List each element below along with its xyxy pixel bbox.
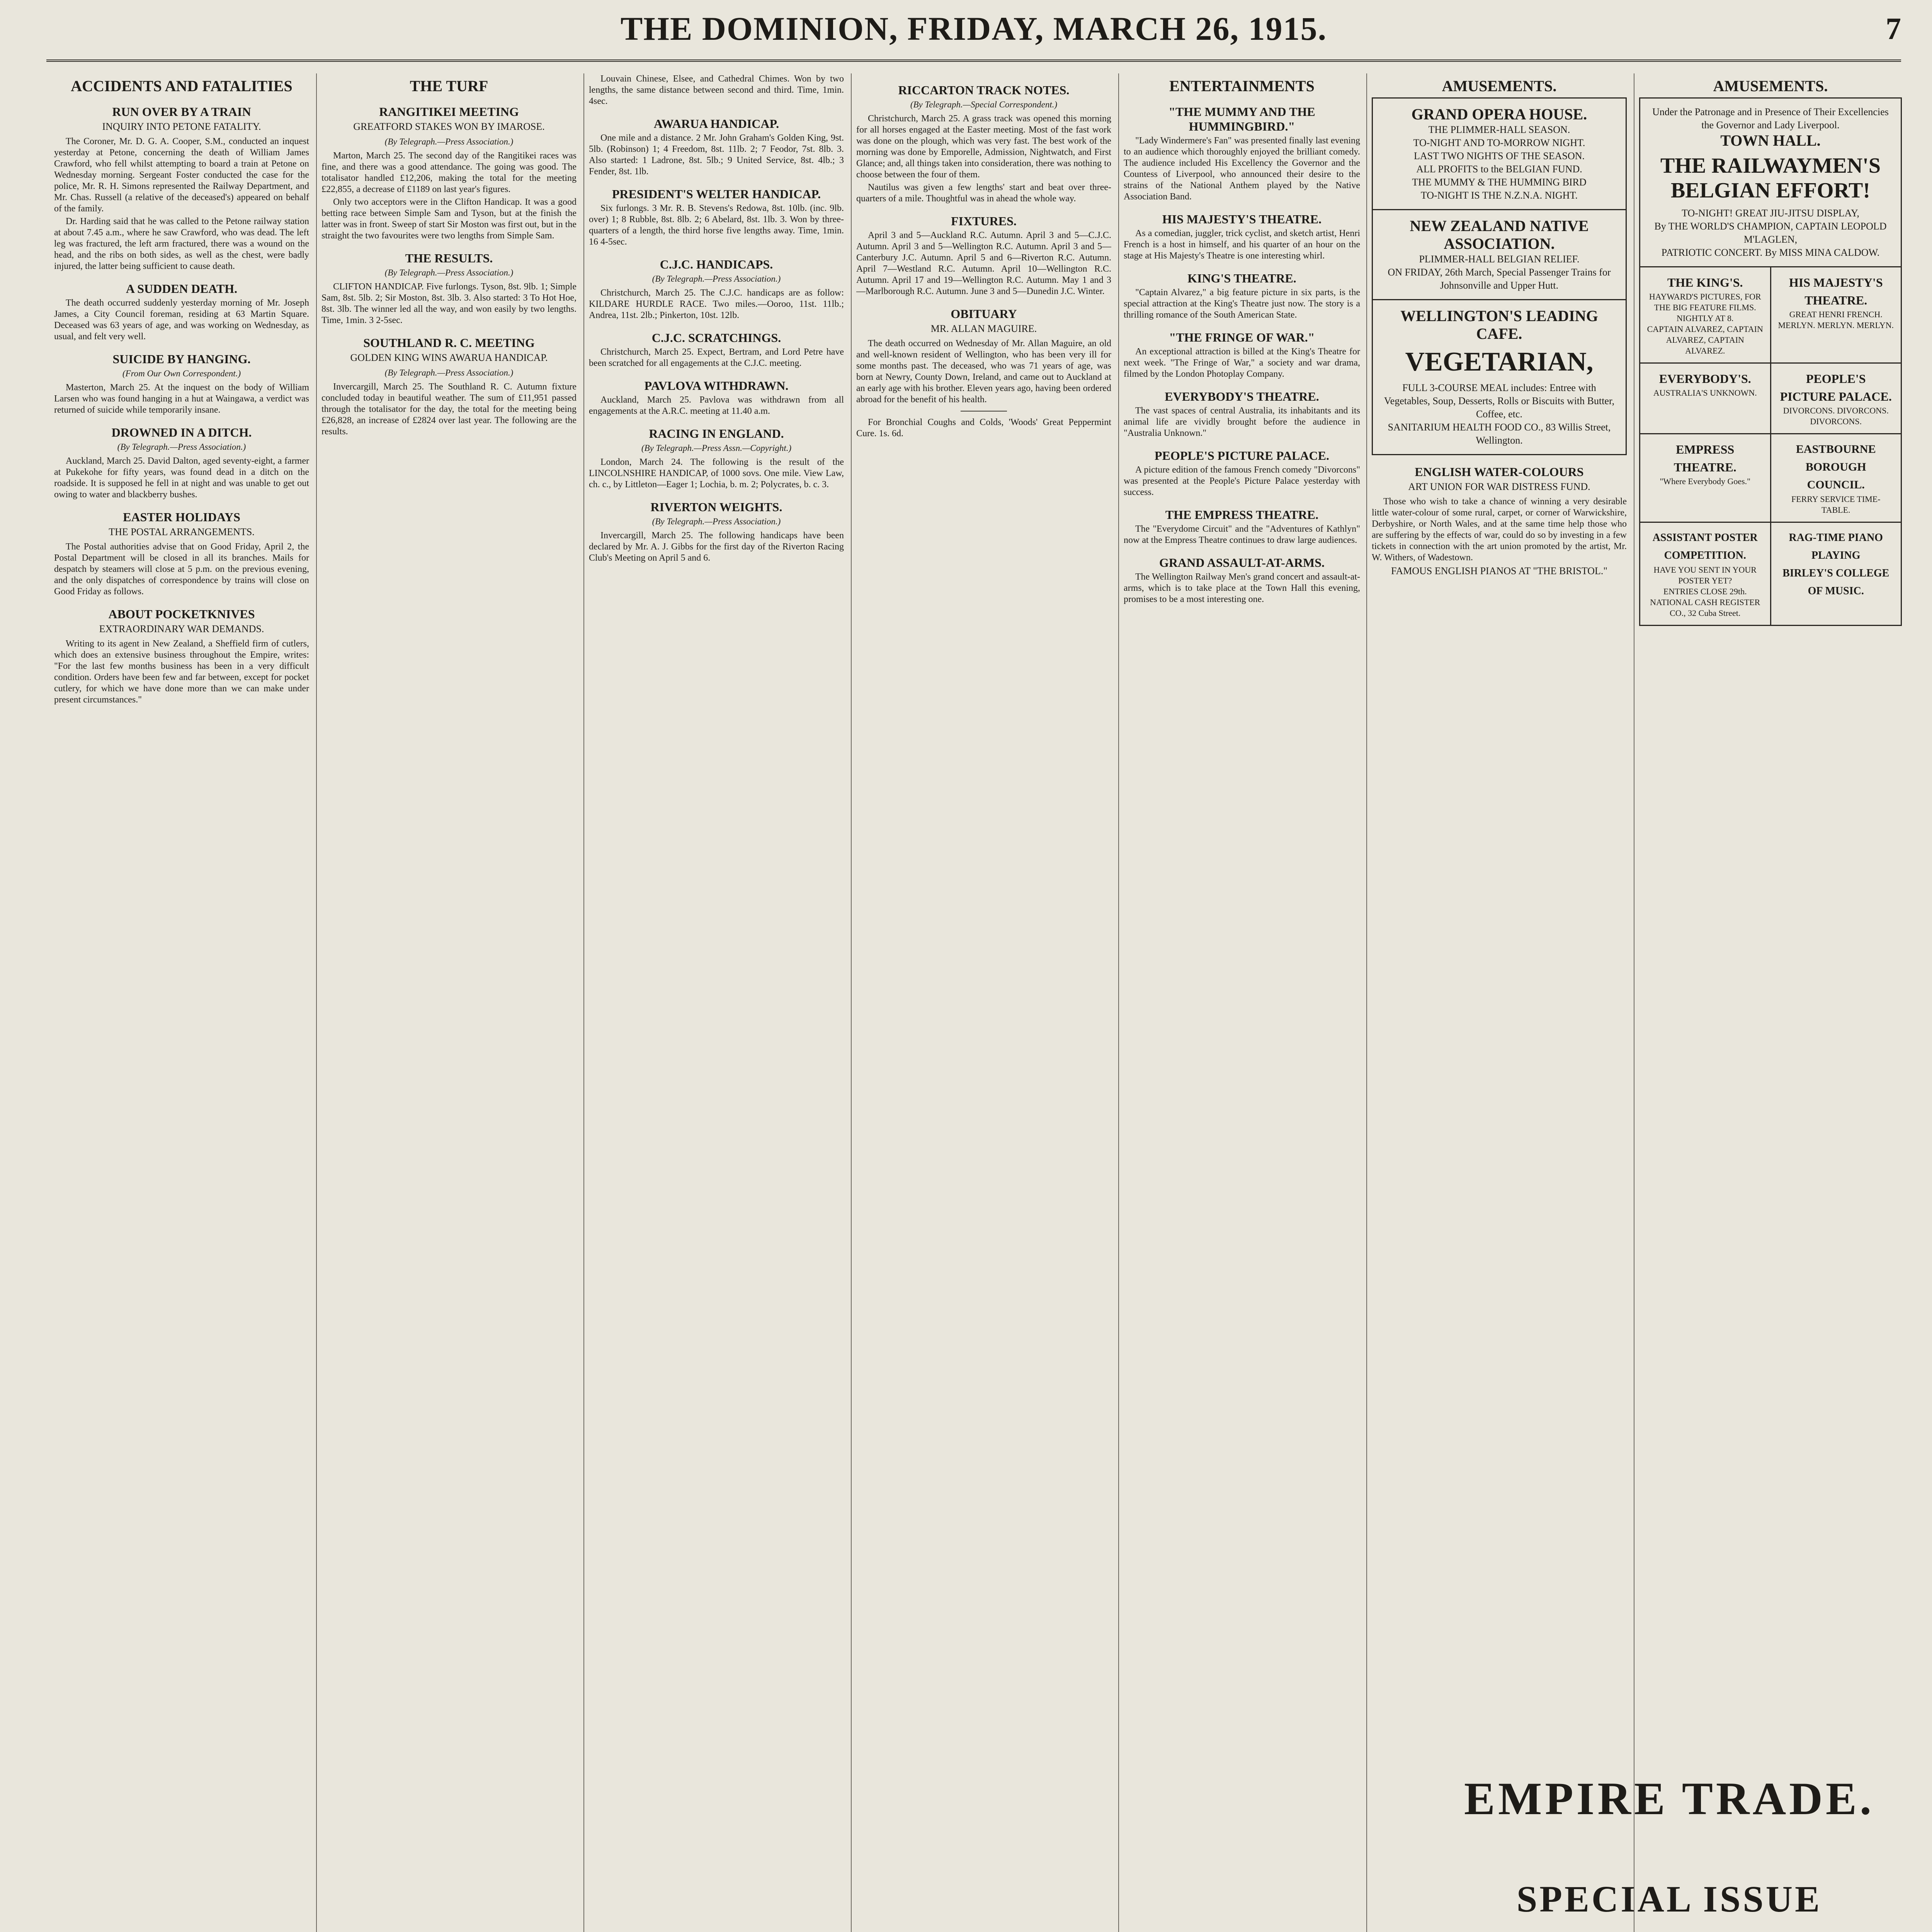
story-heading: HIS MAJESTY'S THEATRE.: [1162, 212, 1322, 226]
story-paragraph: Louvain Chinese, Elsee, and Cathedral Chimes. Won by two lengths, the same distance between second and third. Time, 1min. 4sec.: [589, 74, 844, 106]
story-paragraph: London, March 24. The following is the result of the LINCOLNSHIRE HANDICAP, of 1000 sovs. One mile. View Law, ch. c., by Littleton—Eager 1; Lochia, b. m. 2; Polycrates, b. c. 3.: [589, 457, 844, 490]
story-heading: RUN OVER BY A TRAIN: [112, 105, 251, 119]
masthead: [46, 9, 1901, 62]
column-rule: [583, 73, 584, 1932]
story-paragraph: Auckland, March 25. David Dalton, aged seventy-eight, a farmer at Pukekohe for fifty years, was found dead in a ditch on the roadside. It is supposed he fell in at night and was unable to get out owing to water and blackberry bushes.: [54, 456, 309, 500]
special-issue-ad: [1437, 1770, 1901, 1932]
story-heading: FIXTURES.: [951, 214, 1017, 228]
ad-line: TO-NIGHT! GREAT JIU-JITSU DISPLAY,: [1682, 207, 1859, 219]
column-rule: [1366, 73, 1367, 1932]
story-paragraph: Marton, March 25. The second day of the Rangitikei races was fine, and there was a good attendance. The going was good. The totalisator handled £12,206, making the total for the meeting £22,855, a decrease of £1189 on last year's figures.: [321, 151, 577, 194]
column-turf: [321, 73, 577, 1932]
ad-row-misc: [1639, 434, 1902, 523]
story-paragraph: Those who wish to take a chance of winning a very desirable little water-colour of some rural, carpet, or corner of Warwickshire, Derbyshire, or North Wales, and at the same time help those who are suffering by the effects of war, could do so by investing in a few tickets in connection with the art union promoted by the artist, Mr. W. Withers, of Wadestown.: [1372, 497, 1627, 563]
ad-native-association: [1372, 210, 1627, 300]
story-paragraph: The death occurred suddenly yesterday morning of Mr. Joseph James, a City Council foreman, residing at 63 Martin Square. Deceased was 63 years of age, and was working on Wednesday, as usual, and felt very well.: [54, 298, 309, 342]
ad-line: NATIONAL CASH REGISTER CO., 32 Cuba Street.: [1650, 597, 1760, 618]
ad-line: HAYWARD'S PICTURES, FOR THE BIG FEATURE FILMS. NIGHTLY AT 8.: [1649, 292, 1761, 323]
ad-line: By THE WORLD'S CHAMPION, CAPTAIN LEOPOLD M'LAGLEN,: [1654, 221, 1887, 245]
story-heading: A SUDDEN DEATH.: [126, 282, 238, 296]
story-heading: ABOUT POCKETKNIVES: [108, 607, 255, 621]
story-subheading: FAMOUS ENGLISH PIANOS AT "THE BRISTOL.": [1391, 565, 1608, 577]
story-heading: "THE MUMMY AND THE HUMMINGBIRD.": [1168, 105, 1315, 133]
ad-peoples-palace: [1770, 364, 1901, 433]
story-paragraph: Christchurch, March 25. Expect, Bertram, and Lord Petre have been scratched for all engagements at the C.J.C. meeting.: [589, 347, 844, 368]
ad-line: FERRY SERVICE TIME-TABLE.: [1791, 494, 1881, 515]
story-paragraph: The Coroner, Mr. D. G. A. Cooper, S.M., conducted an inquest yesterday at Petone, concerning the death of William James Crawford, who fell whilst attempting to board a train at Petone on Wednesday morning. Sergeant Foster conducted the case for the police, Mr. R. H. Simons represented the Railway Department, and Mr. Chas. Russell (a relative of the deceased's) appeared on behalf of the family.: [54, 136, 309, 214]
story-subheading: INQUIRY INTO PETONE FATALITY.: [102, 121, 261, 132]
ad-row-pictures: [1639, 364, 1902, 434]
story-byline: (By Telegraph.—Special Correspondent.): [910, 100, 1058, 109]
column-track-notes: [856, 73, 1111, 1932]
story-paragraph: "Lady Windermere's Fan" was presented finally last evening to an audience which thoroughly enjoyed the brilliant comedy. The audience included His Excellency the Governor and the Countess of Liverpool, who announced their desire to the strains of the National Anthem played by the Native Association Band.: [1124, 136, 1360, 202]
story-byline: (By Telegraph.—Press Association.): [117, 442, 246, 452]
divider: [961, 411, 1007, 412]
section-heading: AMUSEMENTS.: [1442, 77, 1557, 95]
ad-title: HIS MAJESTY'S THEATRE.: [1789, 276, 1883, 307]
ad-line: PATRIOTIC CONCERT. By MISS MINA CALDOW.: [1661, 247, 1880, 258]
newspaper-title: THE DOMINION, FRIDAY, MARCH 26, 1915.: [620, 10, 1327, 47]
story-subheading: GOLDEN KING WINS AWARUA HANDICAP.: [350, 352, 548, 363]
story-heading: THE EMPRESS THEATRE.: [1165, 508, 1319, 522]
ad-his-majestys: [1770, 267, 1901, 362]
story-heading: PEOPLE'S PICTURE PALACE.: [1155, 449, 1329, 463]
ad-patronage: Under the Patronage and in Presence of Their Excellencies the Governor and Lady Liverpool.: [1652, 106, 1889, 131]
story-heading: AWARUA HANDICAP.: [653, 117, 779, 131]
ad-title: EASTBOURNE BOROUGH COUNCIL.: [1796, 443, 1876, 491]
ad-title: TOWN HALL.: [1720, 132, 1821, 149]
column-entertainments: [1124, 73, 1360, 1932]
column-rule: [1118, 73, 1119, 1932]
story-paragraph: "Captain Alvarez," a big feature picture in six parts, is the special attraction at the King's Theatre just now. The story is a thrilling romance of the South American State.: [1124, 287, 1360, 320]
story-paragraph: For Bronchial Coughs and Colds, 'Woods' Great Peppermint Cure. 1s. 6d.: [856, 417, 1111, 439]
story-paragraph: Only two acceptors were in the Clifton Handicap. It was a good betting race between Simple Sam and Tyson, but at the finish the latter was in front. Sweep of start Sir Moston was first out, but in the straight the two favourites were two lengths from Simple Sam.: [321, 197, 577, 241]
story-heading: RIVERTON WEIGHTS.: [650, 500, 782, 514]
ad-line: TO-NIGHT AND TO-MORROW NIGHT.: [1413, 137, 1585, 148]
ad-ragtime: [1770, 523, 1901, 625]
ad-line: THE PLIMMER-HALL SEASON.: [1428, 124, 1570, 135]
story-heading: DROWNED IN A DITCH.: [111, 425, 252, 439]
story-subheading: GREATFORD STAKES WON BY IMAROSE.: [353, 121, 545, 132]
story-paragraph: Masterton, March 25. At the inquest on the body of William Larsen who was found hanging in a hut at Waingawa, a verdict was returned of suicide while temporarily insane.: [54, 383, 309, 415]
story-paragraph: The death occurred on Wednesday of Mr. Allan Maguire, an old and well-known resident of Wellington, who has been very ill for some months past. The deceased, who was 71 years of age, was born at Newry, County Down, Ireland, and came out to Auckland at an early age with his brother. Eleven years ago, having been ordered abroad for the benefit of his health.: [856, 338, 1111, 405]
story-subheading: EXTRAORDINARY WAR DEMANDS.: [99, 623, 264, 634]
story-paragraph: Nautilus was given a few lengths' start and beat over three-quarters of a mile. Thoughtful was in ahead the whole way.: [856, 182, 1111, 204]
story-byline: (By Telegraph.—Press Association.): [384, 368, 514, 378]
story-byline: (By Telegraph.—Press Assn.—Copyright.): [641, 443, 792, 453]
story-paragraph: The Wellington Railway Men's grand concert and assault-at-arms, which is to take place at the Town Hall this evening, promises to be a most interesting one.: [1124, 572, 1360, 604]
special-title: EMPIRE TRADE.: [1464, 1773, 1874, 1824]
ad-line: PLIMMER-HALL BELGIAN RELIEF.: [1419, 253, 1580, 265]
story-paragraph: Writing to its agent in New Zealand, a Sheffield firm of cutlers, which does an extensive business throughout the Empire, writes: "For the last few months business has been in a very difficult condition. Orders have been few and far between, except for pocket cutlery, for which we have done more than we can make under present circumstances.": [54, 639, 309, 705]
story-paragraph: A picture edition of the famous French comedy "Divorcons" was presented at the People's Picture Palace yesterday with success.: [1124, 465, 1360, 497]
ad-title: EVERYBODY'S.: [1659, 372, 1751, 386]
story-paragraph: Christchurch, March 25. The C.J.C. handicaps are as follow: KILDARE HURDLE RACE. Two miles.—Ooroo, 11st. 11lb.; Andrea, 11st. 2lb.; Pinkerton, 10st. 12lb.: [589, 288, 844, 320]
story-byline: (By Telegraph.—Press Association.): [652, 517, 781, 526]
story-byline: (From Our Own Correspondent.): [122, 369, 241, 378]
story-subheading: ART UNION FOR WAR DISTRESS FUND.: [1408, 481, 1590, 492]
ad-line: HAVE YOU SENT IN YOUR POSTER YET?: [1653, 565, 1757, 585]
ad-opera-house: [1372, 97, 1627, 210]
column-rule: [851, 73, 852, 1932]
ad-everybodys: [1640, 364, 1770, 433]
ad-title: EMPRESS THEATRE.: [1673, 442, 1736, 474]
story-heading: RICCARTON TRACK NOTES.: [898, 83, 1070, 97]
ad-line: ON FRIDAY, 26th March, Special Passenger Trains for Johnsonville and Upper Hutt.: [1388, 267, 1611, 291]
story-heading: RANGITIKEI MEETING: [379, 105, 519, 119]
story-heading: RACING IN ENGLAND.: [649, 427, 784, 440]
column-rule: [316, 73, 317, 1932]
story-heading: EASTER HOLIDAYS: [123, 510, 240, 524]
ad-poster-competition: [1640, 523, 1770, 625]
ad-line: ENTRIES CLOSE 29th.: [1663, 587, 1747, 596]
column-accidents: [54, 73, 309, 1932]
special-subtitle: SPECIAL ISSUE: [1516, 1878, 1822, 1920]
story-heading: SUICIDE BY HANGING.: [112, 352, 251, 366]
story-paragraph: An exceptional attraction is billed at the King's Theatre for next week. "The Fringe of War," a society and war drama, filmed by the London Photoplay Company.: [1124, 347, 1360, 379]
ad-row-music: [1639, 523, 1902, 626]
ad-title: GRAND OPERA HOUSE.: [1411, 105, 1587, 123]
story-subheading: MR. ALLAN MAGUIRE.: [930, 323, 1037, 334]
ad-town-hall: [1639, 97, 1902, 267]
ad-row-theatres: [1639, 267, 1902, 364]
story-paragraph: Auckland, March 25. Pavlova was withdrawn from all engagements at the A.R.C. meeting at 11.40 a.m.: [589, 395, 844, 416]
column-amusements-right: [1639, 73, 1902, 1754]
ad-eastbourne: [1770, 434, 1901, 522]
ad-title: BIRLEY'S COLLEGE OF MUSIC.: [1782, 567, 1889, 597]
section-heading: AMUSEMENTS.: [1713, 77, 1828, 95]
ad-title: ASSISTANT POSTER COMPETITION.: [1652, 532, 1758, 561]
ad-vegetarian-cafe: [1372, 300, 1627, 455]
story-byline: (By Telegraph.—Press Association.): [652, 274, 781, 284]
story-byline: (By Telegraph.—Press Association.): [384, 137, 514, 146]
story-heading: ENGLISH WATER-COLOURS: [1415, 465, 1584, 479]
story-paragraph: As a comedian, juggler, trick cyclist, and sketch artist, Henri French is a host in himself, and his quarter of an hour on the stage at His Majesty's Theatre is one interesting whirl.: [1124, 228, 1360, 261]
ad-title: PEOPLE'S PICTURE PALACE.: [1780, 372, 1892, 403]
story-paragraph: Six furlongs. 3 Mr. R. B. Stevens's Redowa, 8st. 10lb. (inc. 9lb. over) 1; 8 Rubble, 8st. 8lb. 2; 6 Abelard, 8st. 1lb. 3. Won by three-quarters of a length, the third horse five lengths away. Time, 1min. 16 4-5sec.: [589, 203, 844, 247]
ad-empress: [1640, 434, 1770, 522]
story-paragraph: April 3 and 5—Auckland R.C. Autumn. April 3 and 5—C.J.C. Autumn. April 3 and 5—Wellington R.C. Autumn. April 3 and 5—Canterbury J.C. Autumn. April 5 and 6—Riverton R.C. Autumn. April 7—Westland R.C. Autumn. April 10—Wellington R.C. Autumn. April 17 and 19—Wellington R.C. Autumn. May 1 and 3—Marlborough R.C. Autumn. June 3 and 5—Dunedin J.C. Winter.: [856, 230, 1111, 296]
story-paragraph: Christchurch, March 25. A grass track was opened this morning for all horses engaged at the Easter meeting. Most of the fast work was done on the plough, which was very fast. The best work of the morning was done by Emporelle, Admission, Nightwatch, and First Glance; and, all things taken into consideration, there was nothing to choose between the four of them.: [856, 114, 1111, 180]
story-heading: "THE FRINGE OF WAR.": [1169, 330, 1315, 344]
column-amusements: [1372, 73, 1627, 1932]
ad-line: THE MUMMY & THE HUMMING BIRD: [1412, 177, 1587, 188]
story-paragraph: Invercargill, March 25. The Southland R. C. Autumn fixture concluded today in beautiful weather. The sum of £11,951 passed through the totalisator for the day, the total for the meeting being £26,828, an increase of £2824 over last year. The following are the results.: [321, 382, 577, 437]
story-paragraph: The Postal authorities advise that on Good Friday, April 2, the Postal Department will be closed in all its branches. Mails for despatch by steamers will close at 5 p.m. on the previous evening, and the only dispatches of correspondence by trains will close on Good Friday as follows.: [54, 542, 309, 597]
ad-line: MERLYN. MERLYN. MERLYN.: [1778, 320, 1894, 330]
story-subheading: THE POSTAL ARRANGEMENTS.: [109, 526, 255, 537]
story-paragraph: Invercargill, March 25. The following handicaps have been declared by Mr. A. J. Gibbs for the first day of the Riverton Racing Club's Meeting on April 5 and 6.: [589, 531, 844, 563]
story-heading: THE RESULTS.: [405, 251, 493, 265]
story-heading: C.J.C. SCRATCHINGS.: [651, 331, 781, 345]
story-paragraph: The "Everydome Circuit" and the "Adventures of Kathlyn" now at the Empress Theatre continues to draw large audiences.: [1124, 524, 1360, 545]
ad-line: GREAT HENRI FRENCH.: [1789, 310, 1883, 319]
ad-kings: [1640, 267, 1770, 362]
story-heading: C.J.C. HANDICAPS.: [660, 257, 773, 271]
story-paragraph: The vast spaces of central Australia, its inhabitants and its animal life are vividly brought before the audience in "Australia Unknown.": [1124, 406, 1360, 438]
ad-line: TO-NIGHT IS THE N.Z.N.A. NIGHT.: [1420, 190, 1578, 201]
ad-line: SANITARIUM HEALTH FOOD CO., 83 Willis Street, Wellington.: [1388, 422, 1611, 446]
story-paragraph: One mile and a distance. 2 Mr. John Graham's Golden King, 9st. 5lb. (Robinson) 1; 4 Freedom, 8st. 11lb. 2; 7 Feodor, 7st. 8lb. 3. Also started: 1 Ladrone, 8st. 5lb.; 9 United Service, 8st. 4lb.; 3 Fender, 8st. 1lb.: [589, 133, 844, 177]
story-heading: PRESIDENT'S WELTER HANDICAP.: [612, 187, 821, 201]
story-heading: PAVLOVA WITHDRAWN.: [644, 379, 789, 393]
section-heading: ACCIDENTS AND FATALITIES: [71, 77, 293, 95]
story-heading: OBITUARY: [951, 307, 1017, 321]
column-racing-results: [589, 73, 844, 1932]
story-byline: (By Telegraph.—Press Association.): [384, 268, 514, 277]
ad-title: WELLINGTON'S LEADING CAFE.: [1400, 307, 1598, 342]
story-heading: EVERYBODY'S THEATRE.: [1165, 389, 1319, 403]
story-heading: SOUTHLAND R. C. MEETING: [363, 336, 535, 350]
ad-line: ALL PROFITS to the BELGIAN FUND.: [1416, 163, 1582, 175]
ad-headline: VEGETARIAN,: [1405, 347, 1594, 377]
ad-line: DIVORCONS. DIVORCONS. DIVORCONS.: [1783, 406, 1889, 426]
ad-line: CAPTAIN ALVAREZ, CAPTAIN ALVAREZ, CAPTAIN ALVAREZ.: [1647, 324, 1763, 355]
ad-line: FULL 3-COURSE MEAL includes: Entree with Vegetables, Soup, Desserts, Rolls or Biscuits with Butter, Coffee, etc.: [1384, 382, 1615, 420]
ad-line: AUSTRALIA'S UNKNOWN.: [1653, 388, 1757, 398]
story-paragraph: CLIFTON HANDICAP. Five furlongs. Tyson, 8st. 9lb. 1; Simple Sam, 8st. 5lb. 2; Sir Moston, 8st. 3lb. 3. Also started: 3 To Hot Hoe, 8st. 3lb. The winner led all the way, and won easily by two lengths. Time, 1min. 3 2-5sec.: [321, 282, 577, 325]
story-paragraph: Dr. Harding said that he was called to the Petone railway station at about 7.45 a.m., where he saw Crawford, who was dead. The left leg was fractured, the left arm fractured, there was a wound on the head, and the ribs on both sides, as well as the chest, were badly injured, the latter being sufficient to cause death.: [54, 216, 309, 271]
story-heading: KING'S THEATRE.: [1187, 271, 1296, 285]
ad-title: THE KING'S.: [1667, 276, 1743, 289]
page-number: 7: [1886, 12, 1901, 46]
ad-headline: THE RAILWAYMEN'S BELGIAN EFFORT!: [1660, 154, 1881, 202]
section-heading: THE TURF: [410, 77, 488, 95]
ad-title: RAG-TIME PIANO PLAYING: [1789, 532, 1883, 561]
ad-line: LAST TWO NIGHTS OF THE SEASON.: [1413, 150, 1585, 162]
section-heading: ENTERTAINMENTS: [1169, 77, 1315, 95]
ad-title: NEW ZEALAND NATIVE ASSOCIATION.: [1410, 217, 1589, 252]
story-heading: GRAND ASSAULT-AT-ARMS.: [1159, 556, 1325, 570]
ad-line: "Where Everybody Goes.": [1660, 476, 1751, 486]
